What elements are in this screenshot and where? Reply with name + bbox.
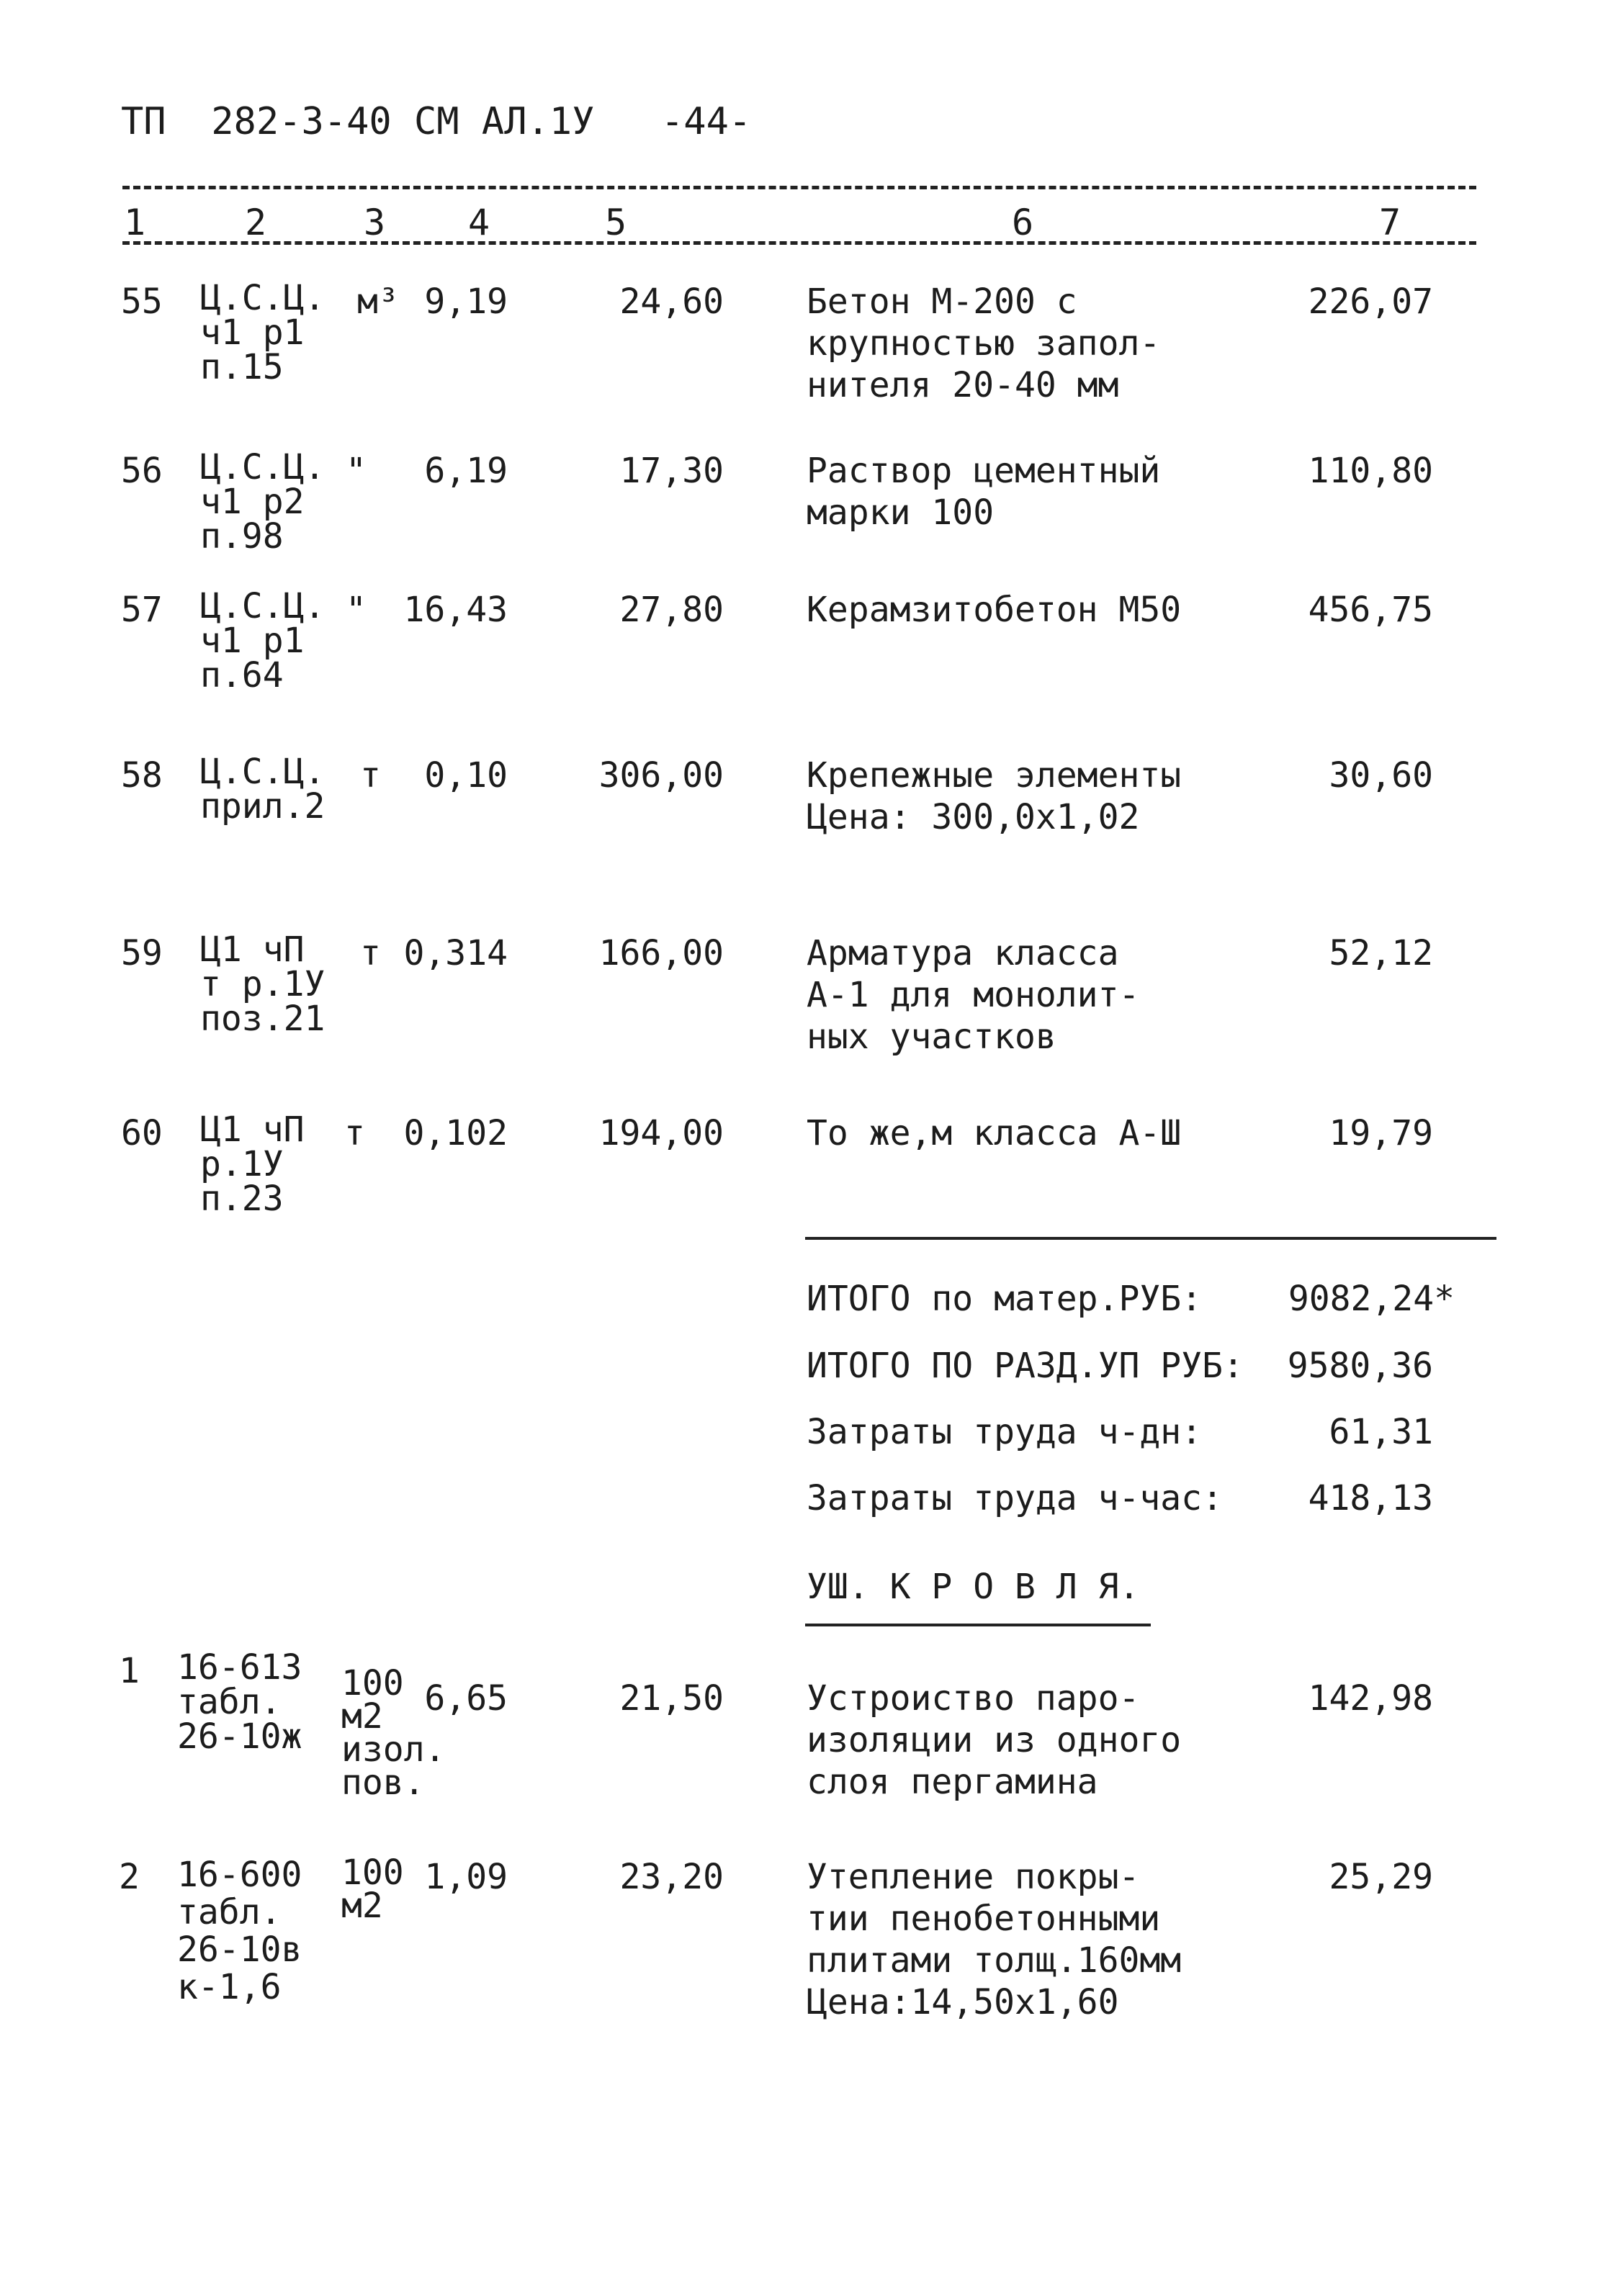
unit: т	[360, 933, 381, 973]
header-top-rule	[122, 186, 1476, 189]
totals-label: ИТОГО ПО РАЗД.УП РУБ:	[807, 1346, 1244, 1386]
total-cost: 142,98	[1308, 1678, 1433, 1719]
col-header-6: 6	[1012, 202, 1034, 243]
unit-price: 17,30	[619, 451, 724, 491]
rate-code: Ц.С.Ц. ч1 р1 п.64	[200, 586, 326, 695]
unit-price: 306,00	[598, 755, 724, 796]
row-number: 55	[121, 282, 163, 322]
unit-price: 27,80	[619, 590, 724, 630]
row-number: 1	[119, 1651, 140, 1691]
quantity: 9,19	[424, 282, 508, 322]
description: Крепежные элементы Цена: 300,0х1,02	[807, 755, 1182, 837]
col-header-4: 4	[468, 202, 490, 243]
unit-price: 21,50	[619, 1678, 724, 1719]
total-cost: 456,75	[1308, 590, 1433, 630]
totals-value: 9580,36	[1287, 1346, 1433, 1386]
row-number: 57	[121, 590, 163, 630]
quantity: 6,65	[424, 1678, 508, 1719]
totals-value: 61,31	[1329, 1412, 1433, 1452]
rate-code: 16-600 табл. 26-10в к-1,6	[177, 1855, 302, 2007]
document-code: ТП 282-3-40 СМ АЛ.1У	[121, 100, 595, 143]
col-header-5: 5	[605, 202, 627, 243]
rate-code: Ц1 чП т р.1У поз.21	[200, 929, 326, 1039]
totals-value: 418,13	[1308, 1478, 1433, 1518]
quantity: 0,102	[403, 1113, 508, 1153]
section-title: УШ. К Р О В Л Я.	[807, 1567, 1140, 1607]
description: Раствор цементный марки 100	[807, 451, 1161, 533]
col-header-3: 3	[364, 202, 386, 243]
totals-label: ИТОГО по матер.РУБ:	[807, 1279, 1203, 1319]
description: То же,м класса А-Ш	[807, 1113, 1182, 1153]
unit: "	[346, 451, 367, 491]
header-bottom-rule	[122, 241, 1476, 245]
totals-label: Затраты труда ч-час:	[807, 1478, 1223, 1518]
col-header-2: 2	[245, 202, 267, 243]
unit: т	[344, 1113, 365, 1153]
unit: "	[346, 590, 367, 630]
unit: м³	[357, 282, 399, 322]
rate-code: Ц1 чП р.1У п.23	[200, 1109, 305, 1219]
rate-code: 16-613 табл. 26-10ж	[177, 1647, 302, 1757]
page-number: -44-	[661, 100, 752, 143]
row-number: 58	[121, 755, 163, 796]
unit: т	[360, 755, 381, 796]
total-cost: 110,80	[1308, 451, 1433, 491]
totals-value: 9082,24*	[1288, 1279, 1455, 1319]
quantity: 0,314	[403, 933, 508, 973]
description: Керамзитобетон М50	[807, 590, 1182, 630]
quantity: 1,09	[424, 1857, 508, 1897]
description: Бетон М-200 с крупностью запол- нителя 20-40 мм	[807, 282, 1161, 405]
unit-price: 194,00	[598, 1113, 724, 1153]
quantity: 0,10	[424, 755, 508, 796]
total-cost: 19,79	[1329, 1113, 1433, 1153]
total-cost: 52,12	[1329, 933, 1433, 973]
unit-price: 166,00	[598, 933, 724, 973]
description: Арматура класса А-1 для монолит- ных участков	[807, 933, 1140, 1057]
totals-label: Затраты труда ч-дн:	[807, 1412, 1203, 1452]
rate-code: Ц.С.Ц. ч1 р1 п.15	[200, 278, 326, 387]
total-cost: 25,29	[1329, 1857, 1433, 1897]
row-number: 56	[121, 451, 163, 491]
col-header-7: 7	[1379, 202, 1401, 243]
section-title-underline	[805, 1624, 1151, 1626]
description: Устроиство паро- изоляции из одного слоя пергамина	[807, 1678, 1182, 1802]
col-header-1: 1	[124, 202, 146, 243]
row-number: 59	[121, 933, 163, 973]
totals-separator	[805, 1237, 1496, 1240]
row-number: 2	[119, 1857, 140, 1897]
total-cost: 226,07	[1308, 282, 1433, 322]
row-number: 60	[121, 1113, 163, 1153]
quantity: 16,43	[403, 590, 508, 630]
rate-code: Ц.С.Ц. ч1 р2 п.98	[200, 447, 326, 557]
unit: 100 м2	[341, 1852, 404, 1926]
unit-price: 23,20	[619, 1857, 724, 1897]
rate-code: Ц.С.Ц. прил.2	[200, 752, 326, 827]
description: Утепление покры- тии пенобетонными плитами толщ.160мм Цена:14,50х1,60	[807, 1857, 1182, 2022]
unit: 100 м2 изол. пов.	[341, 1663, 446, 1803]
total-cost: 30,60	[1329, 755, 1433, 796]
unit-price: 24,60	[619, 282, 724, 322]
quantity: 6,19	[424, 451, 508, 491]
